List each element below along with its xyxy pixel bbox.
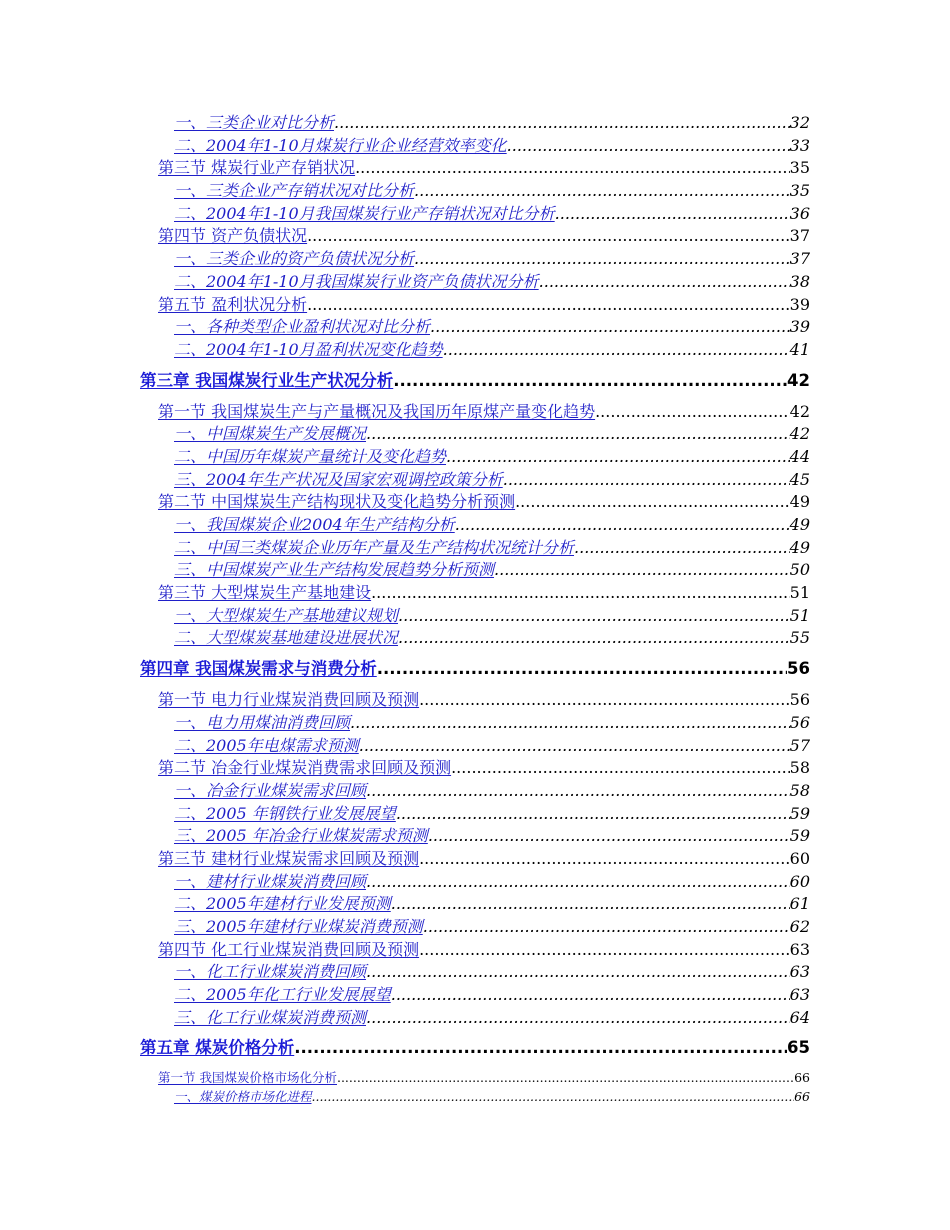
toc-entry-title-link[interactable]: 三、2004年生产状况及国家宏观调控政策分析 <box>174 469 503 489</box>
dot-leader <box>366 423 790 446</box>
dot-leader <box>414 248 790 271</box>
toc-entry-page-number: 66 <box>794 1070 810 1086</box>
toc-entry-page-number: 41 <box>789 339 810 359</box>
dot-leader <box>350 712 790 735</box>
dot-leader <box>391 893 790 916</box>
toc-entry-sub[interactable] <box>140 1007 810 1030</box>
toc-entry-title-link[interactable]: 二、2004年1-10月煤炭行业企业经营效率变化 <box>174 135 507 155</box>
toc-entry-sub[interactable] <box>140 423 810 446</box>
toc-entry-sub[interactable] <box>140 712 810 735</box>
toc-entry-sub[interactable] <box>140 803 810 826</box>
toc-entry-title-link[interactable]: 第四节 化工行业煤炭消费回顾及预测 <box>158 939 420 959</box>
toc-entry-page-number: 39 <box>789 317 810 337</box>
dot-leader <box>419 939 790 962</box>
toc-entry-sub[interactable] <box>140 271 810 294</box>
toc-entry-section[interactable] <box>140 294 810 317</box>
toc-entry-page-number: 55 <box>789 628 810 648</box>
dot-leader <box>391 984 790 1007</box>
toc-entry-page-number: 58 <box>789 758 810 778</box>
dot-leader <box>507 135 790 158</box>
toc-entry-title-link[interactable]: 二、中国三类煤炭企业历年产量及生产结构状况统计分析 <box>174 537 575 557</box>
toc-entry-page-number: 44 <box>789 446 810 466</box>
toc-entry-page-number: 57 <box>789 735 810 755</box>
toc-entry-sub[interactable] <box>140 537 810 560</box>
dot-leader <box>307 294 790 317</box>
toc-entry-title-link[interactable]: 二、2005年电煤需求预测 <box>174 735 359 755</box>
toc-entry-title-link[interactable]: 一、三类企业的资产负债状况分析 <box>174 249 415 269</box>
toc-entry-page-number: 37 <box>789 249 810 269</box>
toc-entry-title-link[interactable]: 一、大型煤炭生产基地建议规划 <box>174 605 399 625</box>
toc-entry-page-number: 56 <box>789 712 810 732</box>
toc-entry-title-link[interactable]: 第二节 中国煤炭生产结构现状及变化趋势分析预测 <box>158 492 516 512</box>
toc-entry-page-number: 35 <box>789 158 810 178</box>
toc-entry-page-number: 63 <box>789 962 810 982</box>
dot-leader <box>396 803 790 826</box>
toc-entry-title-link[interactable]: 第五章 煤炭价格分析 <box>140 1038 295 1058</box>
toc-entry-page-number: 32 <box>789 113 810 132</box>
toc-entry-page-number: 35 <box>789 181 810 201</box>
toc-entry-sub[interactable] <box>140 916 810 939</box>
dot-leader <box>419 689 790 712</box>
toc-entry-page-number: 42 <box>789 424 810 444</box>
dot-leader <box>366 780 790 803</box>
toc-entry-sub[interactable] <box>140 112 810 135</box>
toc-entry-section[interactable] <box>140 582 810 605</box>
toc-entry-chapter[interactable] <box>140 366 810 396</box>
toc-entry-sub[interactable] <box>140 446 810 469</box>
toc-entry-page-number: 36 <box>789 203 810 223</box>
toc-entry-sub[interactable] <box>140 984 810 1007</box>
toc-entry-section[interactable] <box>140 491 810 514</box>
dot-leader <box>446 446 790 469</box>
toc-entry-title-link[interactable]: 三、中国煤炭产业生产结构发展趋势分析预测 <box>174 560 495 580</box>
toc-entry-title-link[interactable]: 一、三类企业产存销状况对比分析 <box>174 181 415 201</box>
dot-leader <box>359 735 790 758</box>
toc-entry-title-link[interactable]: 第一节 我国煤炭价格市场化分析 <box>158 1070 337 1086</box>
toc-entry-title-link[interactable]: 第四节 资产负债状况 <box>158 226 308 246</box>
toc-entry-title-link[interactable]: 一、各种类型企业盈利状况对比分析 <box>174 317 431 337</box>
dot-leader <box>503 469 790 492</box>
toc-entry-title-link[interactable]: 第一节 电力行业煤炭消费回顾及预测 <box>158 690 420 710</box>
dot-leader <box>371 582 790 605</box>
dot-leader <box>515 491 790 514</box>
toc-entry-section[interactable] <box>140 939 810 962</box>
toc-entry-sub[interactable] <box>140 735 810 758</box>
toc-entry-title-link[interactable]: 第三节 建材行业煤炭需求回顾及预测 <box>158 848 420 868</box>
toc-entry-page-number: 58 <box>789 780 810 800</box>
dot-leader <box>312 1087 795 1106</box>
toc-entry-title-link[interactable]: 一、电力用煤油消费回顾 <box>174 712 351 732</box>
toc-entry-page-number: 38 <box>789 271 810 291</box>
dot-leader <box>366 871 790 894</box>
toc-entry-title-link[interactable]: 一、煤炭价格市场化进程 <box>174 1089 312 1105</box>
toc-entry-page-number: 37 <box>789 226 810 246</box>
toc-entry-title-link[interactable]: 二、2004年1-10月我国煤炭行业产存销状况对比分析 <box>174 203 555 223</box>
toc-entry-title-link[interactable]: 第三节 大型煤炭生产基地建设 <box>158 583 372 603</box>
toc-entry-section[interactable] <box>140 225 810 248</box>
toc-entry-page-number: 45 <box>789 469 810 489</box>
toc-entry-section[interactable] <box>140 157 810 180</box>
table-of-contents <box>140 112 810 1106</box>
toc-entry-title-link[interactable]: 一、我国煤炭企业2004年生产结构分析 <box>174 515 455 534</box>
dot-leader <box>307 225 790 248</box>
dot-leader <box>334 112 790 135</box>
toc-entry-section[interactable] <box>140 757 810 780</box>
toc-entry-sub[interactable] <box>140 961 810 984</box>
toc-entry-sub[interactable] <box>140 469 810 492</box>
dot-leader <box>555 203 790 226</box>
toc-entry-title-link[interactable]: 第三章 我国煤炭行业生产状况分析 <box>140 370 394 390</box>
toc-entry-page-number: 49 <box>789 515 810 534</box>
toc-entry-title-link[interactable]: 第二节 冶金行业煤炭消费需求回顾及预测 <box>158 758 452 778</box>
dot-leader <box>377 654 787 684</box>
toc-entry-page-number: 51 <box>789 605 810 625</box>
toc-entry-chapter[interactable] <box>140 1033 810 1063</box>
toc-entry-section[interactable] <box>140 401 810 424</box>
toc-entry-title-link[interactable]: 二、中国历年煤炭产量统计及变化趋势 <box>174 446 447 466</box>
toc-entry-page-number: 60 <box>789 848 810 868</box>
toc-entry-page-number: 65 <box>787 1038 810 1058</box>
dot-leader <box>428 825 790 848</box>
toc-entry-page-number: 50 <box>789 560 810 580</box>
toc-entry-sub[interactable] <box>140 825 810 848</box>
toc-entry-page-number: 60 <box>789 871 810 891</box>
toc-entry-page-number: 42 <box>787 370 810 390</box>
toc-entry-sub[interactable] <box>140 514 810 537</box>
dot-leader <box>574 537 790 560</box>
toc-entry-title-link[interactable]: 二、2004年1-10月盈利状况变化趋势 <box>174 339 443 359</box>
toc-entry-page-number: 56 <box>787 659 810 679</box>
toc-entry-sub[interactable] <box>140 871 810 894</box>
dot-leader <box>337 1068 794 1087</box>
toc-entry-title-link[interactable]: 三、2005 年冶金行业煤炭需求预测 <box>174 826 428 846</box>
dot-leader <box>423 916 790 939</box>
toc-entry-sub[interactable] <box>140 559 810 582</box>
dot-leader <box>494 559 790 582</box>
toc-entry-sub[interactable] <box>140 605 810 628</box>
toc-entry-page-number: 49 <box>789 492 810 512</box>
toc-entry-title-link[interactable]: 一、冶金行业煤炭需求回顾 <box>174 780 367 800</box>
toc-entry-title-link[interactable]: 一、建材行业煤炭消费回顾 <box>174 871 367 891</box>
toc-entry-page-number: 59 <box>789 803 810 823</box>
dot-leader <box>398 605 790 628</box>
toc-entry-title-link[interactable]: 二、2005年化工行业发展展望 <box>174 985 391 1005</box>
dot-leader <box>419 848 790 871</box>
toc-entry-title-link[interactable]: 二、2005年建材行业发展预测 <box>174 894 391 914</box>
toc-entry-title-link[interactable]: 第四章 我国煤炭需求与消费分析 <box>140 659 377 679</box>
toc-entry-sub[interactable] <box>140 339 810 362</box>
dot-leader <box>294 1033 787 1063</box>
toc-entry-sub[interactable] <box>140 1087 810 1106</box>
toc-entry-page-number: 63 <box>789 985 810 1005</box>
dot-leader <box>398 627 790 650</box>
dot-leader <box>595 401 790 424</box>
toc-entry-title-link[interactable]: 一、三类企业对比分析 <box>174 113 335 132</box>
toc-entry-title-link[interactable]: 第五节 盈利状况分析 <box>158 294 308 314</box>
toc-entry-sub[interactable] <box>140 248 810 271</box>
dot-leader <box>455 514 790 537</box>
dot-leader <box>430 316 790 339</box>
dot-leader <box>366 1007 790 1030</box>
toc-entry-page-number: 64 <box>789 1007 810 1027</box>
toc-entry-title-link[interactable]: 二、2005 年钢铁行业发展展望 <box>174 803 396 823</box>
toc-entry-sub[interactable] <box>140 135 810 158</box>
dot-leader <box>355 157 790 180</box>
toc-entry-sub[interactable] <box>140 893 810 916</box>
toc-entry-title-link[interactable]: 二、大型煤炭基地建设进展状况 <box>174 628 399 648</box>
dot-leader <box>393 366 787 396</box>
toc-entry-section[interactable] <box>140 689 810 712</box>
toc-entry-page-number: 39 <box>789 294 810 314</box>
toc-entry-sub[interactable] <box>140 203 810 226</box>
toc-entry-page-number: 51 <box>789 583 810 603</box>
toc-entry-sub[interactable] <box>140 180 810 203</box>
toc-entry-section[interactable] <box>140 848 810 871</box>
toc-entry-title-link[interactable]: 二、2004年1-10月我国煤炭行业资产负债状况分析 <box>174 271 539 291</box>
toc-entry-page-number: 56 <box>789 690 810 710</box>
toc-entry-title-link[interactable]: 第一节 我国煤炭生产与产量概况及我国历年原煤产量变化趋势 <box>158 401 596 421</box>
toc-entry-chapter[interactable] <box>140 654 810 684</box>
toc-entry-page-number: 42 <box>789 401 810 421</box>
dot-leader <box>366 961 790 984</box>
toc-entry-page-number: 49 <box>789 537 810 557</box>
toc-entry-page-number: 62 <box>789 917 810 936</box>
toc-entry-title-link[interactable]: 三、2005年建材行业煤炭消费预测 <box>174 917 423 936</box>
toc-entry-page-number: 66 <box>794 1089 810 1105</box>
toc-entry-title-link[interactable]: 三、化工行业煤炭消费预测 <box>174 1007 367 1027</box>
dot-leader <box>443 339 790 362</box>
toc-entry-title-link[interactable]: 第三节 煤炭行业产存销状况 <box>158 158 356 178</box>
toc-entry-title-link[interactable]: 一、化工行业煤炭消费回顾 <box>174 962 367 982</box>
toc-entry-page-number: 59 <box>789 826 810 846</box>
toc-entry-page-number: 33 <box>789 135 810 155</box>
toc-entry-sub[interactable] <box>140 316 810 339</box>
dot-leader <box>414 180 790 203</box>
toc-entry-section[interactable] <box>140 1068 810 1087</box>
dot-leader <box>539 271 790 294</box>
dot-leader <box>451 757 790 780</box>
toc-entry-sub[interactable] <box>140 780 810 803</box>
toc-entry-title-link[interactable]: 一、中国煤炭生产发展概况 <box>174 424 367 444</box>
toc-entry-sub[interactable] <box>140 627 810 650</box>
toc-entry-page-number: 63 <box>789 939 810 959</box>
toc-entry-page-number: 61 <box>789 894 810 914</box>
